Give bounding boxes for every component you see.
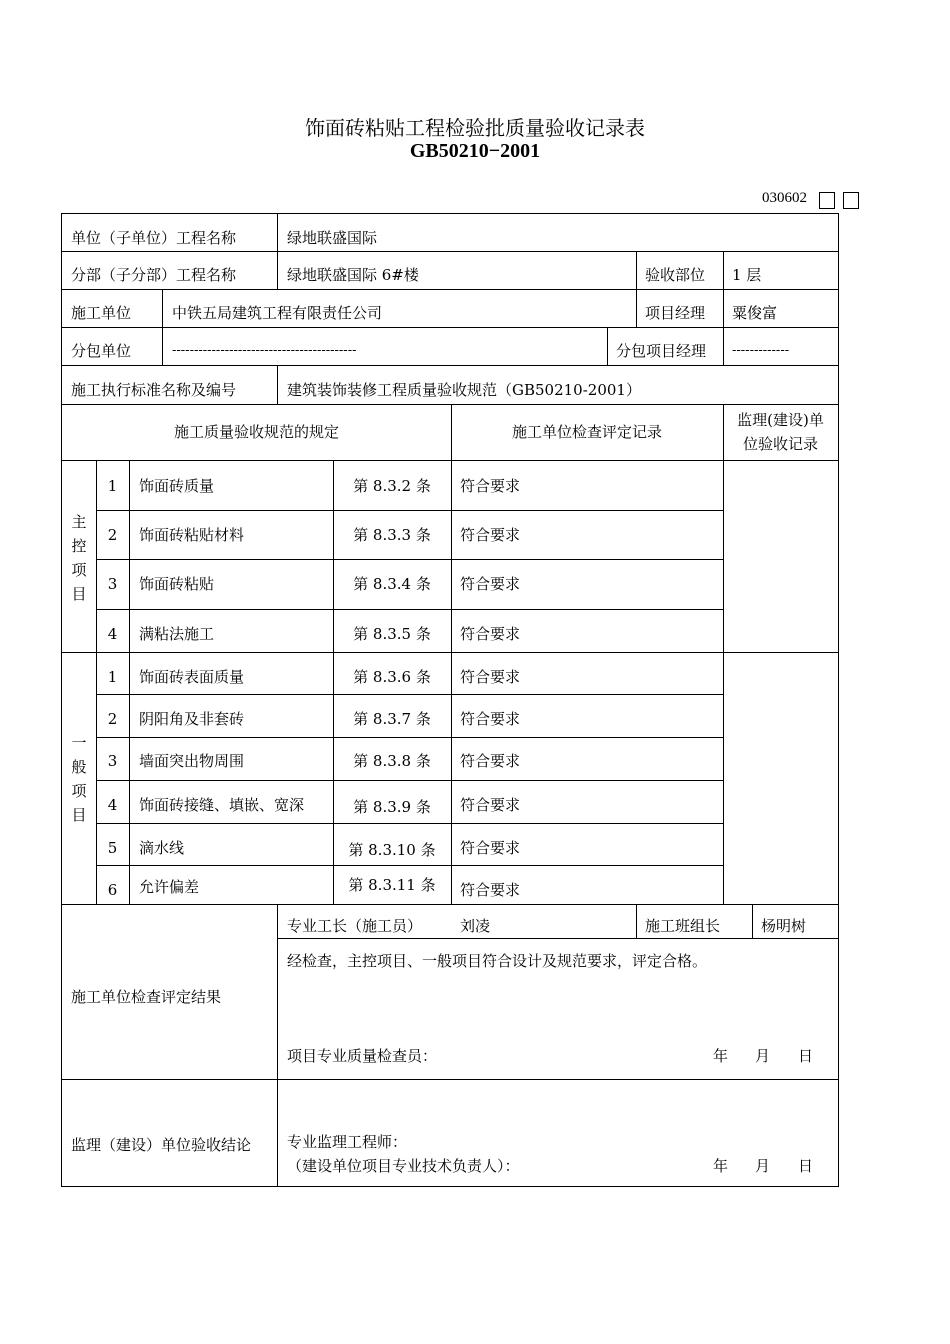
- main-item-name: 饰面砖质量: [139, 477, 215, 495]
- main-item-result: 符合要求: [460, 526, 521, 544]
- sub-pm-label: 分包项目经理: [616, 342, 707, 360]
- project-manager-value: 粟俊富: [732, 304, 778, 322]
- general-item-clause: 第 8.3.8 条: [353, 752, 431, 770]
- contractor-result-label: 施工单位检查评定结果: [71, 988, 222, 1006]
- number-box-1[interactable]: [819, 192, 835, 209]
- standard-value: 建筑装饰装修工程质量验收规范（GB50210-2001）: [287, 381, 641, 399]
- acceptance-part-value: 1 层: [732, 266, 762, 284]
- main-item-no: 2: [107, 526, 118, 544]
- general-item-result: 符合要求: [460, 796, 521, 814]
- general-item-result: 符合要求: [460, 839, 521, 857]
- general-items-group-label: 一般项目: [71, 734, 87, 824]
- acceptance-form-table: [61, 213, 839, 1187]
- general-item-clause: 第 8.3.9 条: [353, 798, 431, 816]
- quality-inspector-label: 项目专业质量检查员：: [287, 1047, 438, 1065]
- general-item-result: 符合要求: [460, 881, 521, 899]
- contractor-value: 中铁五局建筑工程有限责任公司: [172, 304, 383, 322]
- general-item-no: 4: [107, 796, 118, 814]
- general-item-no: 1: [107, 668, 118, 686]
- main-item-name: 满粘法施工: [139, 625, 215, 643]
- general-item-clause: 第 8.3.11 条: [348, 876, 436, 894]
- general-item-name: 墙面突出物周围: [139, 752, 245, 770]
- general-item-no: 2: [107, 710, 118, 728]
- supervisor-conclusion-label: 监理（建设）单位验收结论: [71, 1136, 252, 1154]
- owner-tech-lead-label: （建设单位项目专业技术负责人）：: [287, 1157, 520, 1175]
- main-item-name: 饰面砖粘贴: [139, 575, 215, 593]
- date-year: 年: [713, 1047, 729, 1065]
- date-day: 日: [798, 1047, 814, 1065]
- supervising-engineer-label: 专业监理工程师：: [287, 1133, 408, 1151]
- main-item-no: 4: [107, 625, 118, 643]
- main-item-clause: 第 8.3.5 条: [353, 625, 431, 643]
- division-value: 绿地联盛国际 6#楼: [287, 266, 419, 284]
- subcontractor-value: ------------------------------------------: [172, 343, 357, 358]
- general-item-name: 阴阳角及非套砖: [139, 710, 245, 728]
- date-year: 年: [713, 1157, 729, 1175]
- main-item-result: 符合要求: [460, 477, 521, 495]
- main-item-clause: 第 8.3.3 条: [353, 526, 431, 544]
- general-item-result: 符合要求: [460, 710, 521, 728]
- main-item-no: 1: [107, 477, 118, 495]
- subcontractor-label: 分包单位: [71, 342, 132, 360]
- foreman-label: 专业工长（施工员）: [287, 917, 423, 935]
- general-item-clause: 第 8.3.7 条: [353, 710, 431, 728]
- main-item-result: 符合要求: [460, 625, 521, 643]
- date-month: 月: [755, 1157, 771, 1175]
- general-item-name: 饰面砖表面质量: [139, 668, 245, 686]
- unit-label: 单位（子单位）工程名称: [71, 229, 237, 247]
- acceptance-part-label: 验收部位: [645, 266, 706, 284]
- main-item-clause: 第 8.3.4 条: [353, 575, 431, 593]
- unit-value: 绿地联盛国际: [287, 229, 378, 247]
- general-item-no: 3: [107, 752, 118, 770]
- general-item-clause: 第 8.3.6 条: [353, 668, 431, 686]
- general-item-name: 饰面砖接缝、填嵌、宽深: [139, 796, 305, 814]
- team-leader-value: 杨明树: [761, 917, 807, 935]
- number-box-2[interactable]: [843, 192, 859, 209]
- general-item-result: 符合要求: [460, 668, 521, 686]
- header-supervisor-line2: 位验收记录: [742, 435, 818, 453]
- form-number: 030602: [762, 190, 807, 206]
- division-label: 分部（子分部）工程名称: [71, 266, 237, 284]
- sub-pm-value: -------------: [732, 343, 790, 358]
- header-spec: 施工质量验收规范的规定: [173, 423, 339, 441]
- general-item-clause: 第 8.3.10 条: [348, 841, 436, 859]
- header-record: 施工单位检查评定记录: [511, 423, 662, 441]
- standard-code: GB50210−2001: [409, 140, 541, 162]
- header-supervisor-line1: 监理(建设)单: [737, 411, 824, 429]
- form-title: 饰面砖粘贴工程检验批质量验收记录表: [305, 116, 645, 140]
- main-item-result: 符合要求: [460, 575, 521, 593]
- main-item-clause: 第 8.3.2 条: [353, 477, 431, 495]
- inspection-conclusion: 经检查，主控项目、一般项目符合设计及规范要求，评定合格。: [287, 952, 708, 970]
- date-day: 日: [798, 1157, 814, 1175]
- foreman-value: 刘凌: [460, 917, 491, 935]
- general-item-name: 允许偏差: [139, 878, 200, 896]
- project-manager-label: 项目经理: [645, 304, 706, 322]
- main-items-group-label: 主控项目: [71, 513, 87, 603]
- main-item-name: 饰面砖粘贴材料: [139, 526, 245, 544]
- general-item-no: 6: [107, 881, 118, 899]
- standard-label: 施工执行标准名称及编号: [71, 381, 237, 399]
- main-item-no: 3: [107, 575, 118, 593]
- general-item-result: 符合要求: [460, 752, 521, 770]
- general-item-no: 5: [107, 839, 118, 857]
- contractor-label: 施工单位: [71, 304, 132, 322]
- team-leader-label: 施工班组长: [645, 917, 721, 935]
- date-month: 月: [755, 1047, 771, 1065]
- general-item-name: 滴水线: [139, 839, 185, 857]
